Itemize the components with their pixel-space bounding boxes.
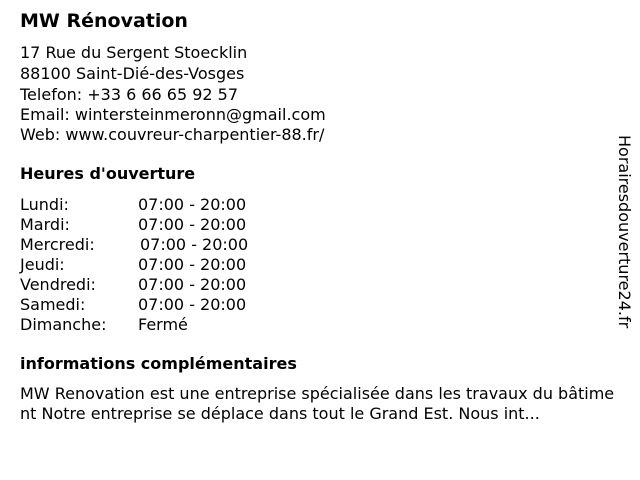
website-line[interactable]: Web: www.couvreur-charpentier-88.fr/	[20, 125, 325, 144]
day-hours: Fermé	[138, 315, 188, 334]
day-hours: 07:00 - 20:00	[138, 255, 247, 274]
address-city: 88100 Saint-Dié-des-Vosges	[20, 64, 245, 83]
opening-hours-heading: Heures d'ouverture	[20, 164, 196, 183]
day-label: Lundi:	[20, 195, 69, 214]
day-label: Dimanche:	[20, 315, 107, 334]
day-label: Samedi:	[20, 295, 86, 314]
day-hours: 07:00 - 20:00	[138, 295, 247, 314]
email-line[interactable]: Email: wintersteinmeronn@gmail.com	[20, 105, 326, 124]
vertical-site-label	[612, 135, 636, 345]
day-hours: 07:00 - 20:00	[138, 195, 247, 214]
day-hours: 07:00 - 20:00	[138, 215, 247, 234]
day-hours: 07:00 - 20:00	[140, 235, 249, 254]
site-label-text: Horairesdouverture24.fr	[615, 135, 634, 329]
day-hours: 07:00 - 20:00	[138, 275, 247, 294]
additional-info-text: MW Renovation est une entreprise spécialisée dans les travaux du bâtiment Notre entreprise se déplace dans tout le Grand Est. Nous int...	[20, 384, 615, 423]
business-name: MW Rénovation	[20, 10, 188, 32]
phone-line[interactable]: Telefon: +33 6 66 65 92 57	[20, 85, 239, 104]
day-label: Mercredi:	[20, 235, 95, 254]
day-label: Mardi:	[20, 215, 70, 234]
day-label: Jeudi:	[20, 255, 65, 274]
additional-info-heading: informations complémentaires	[20, 354, 297, 373]
day-label: Vendredi:	[20, 275, 96, 294]
address-street: 17 Rue du Sergent Stoecklin	[20, 43, 248, 62]
